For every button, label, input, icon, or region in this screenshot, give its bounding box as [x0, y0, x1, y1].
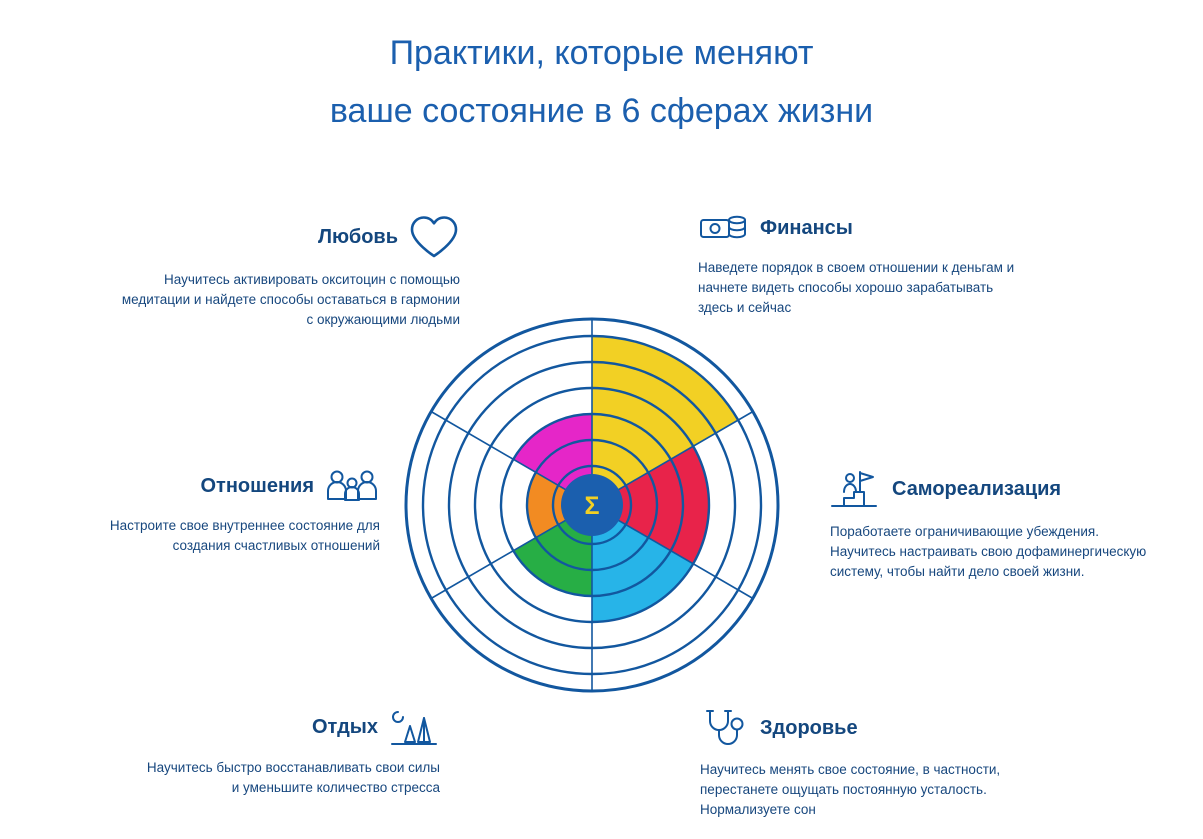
- money-icon: [698, 208, 748, 248]
- sphere-text-self: Поработаете ограничивающие убеждения. Научитесь настраивать свою дофаминергическую систему, чтобы найти дело своей жизни.: [830, 524, 1147, 579]
- sphere-block-love: [120, 214, 460, 330]
- sphere-block-finance: [698, 208, 1018, 318]
- family-icon: [324, 466, 380, 506]
- heart-icon: [408, 214, 460, 260]
- sphere-header-health: [700, 706, 1030, 750]
- sphere-title-relations: Отношения: [200, 474, 314, 497]
- sphere-title-finance: Финансы: [760, 216, 853, 239]
- wheel-center-symbol: Σ: [584, 492, 600, 520]
- sphere-header-relations: [80, 466, 380, 506]
- sphere-text-rest: Научитесь быстро восстанавливать свои силы и уменьшите количество стресса: [146, 760, 440, 795]
- sphere-title-self: Самореализация: [892, 477, 1062, 500]
- wheel-svg: [397, 310, 787, 700]
- tent-icon: [388, 706, 440, 748]
- stethoscope-icon: [700, 706, 748, 750]
- sphere-text-health: Научитесь менять свое состояние, в частности, перестанете ощущать постоянную усталость. Нормализуете сон: [700, 762, 1001, 817]
- sphere-block-health: [700, 706, 1030, 820]
- page-title: [0, 24, 1203, 140]
- sphere-text-relations: Настроите свое внутреннее состояние для создания счастливых отношений: [109, 518, 380, 553]
- flag-summit-icon: [830, 466, 880, 512]
- sphere-text-love: Научитесь активировать окситоцин с помощью медитации и найдете способы оставаться в гармонии с окружающими людьми: [121, 272, 460, 327]
- sphere-block-relations: [80, 466, 380, 556]
- page-title-line-1: Практики, которые меняют: [389, 34, 814, 72]
- sphere-header-self: [830, 466, 1150, 512]
- sphere-title-love: Любовь: [317, 225, 398, 248]
- life-balance-wheel: [397, 310, 787, 700]
- sphere-title-health: Здоровье: [760, 716, 858, 739]
- sphere-title-rest: Отдых: [312, 715, 378, 738]
- page-title-line-2: ваше состояние в 6 сферах жизни: [329, 92, 874, 130]
- sphere-block-self: [830, 466, 1150, 582]
- sphere-header-finance: [698, 208, 1018, 248]
- sphere-text-finance: Наведете порядок в своем отношении к деньгам и начнете видеть способы хорошо зарабатывать здесь и сейчас: [698, 260, 1015, 315]
- sphere-header-love: [120, 214, 460, 260]
- sphere-header-rest: [140, 706, 440, 748]
- sphere-block-rest: [140, 706, 440, 798]
